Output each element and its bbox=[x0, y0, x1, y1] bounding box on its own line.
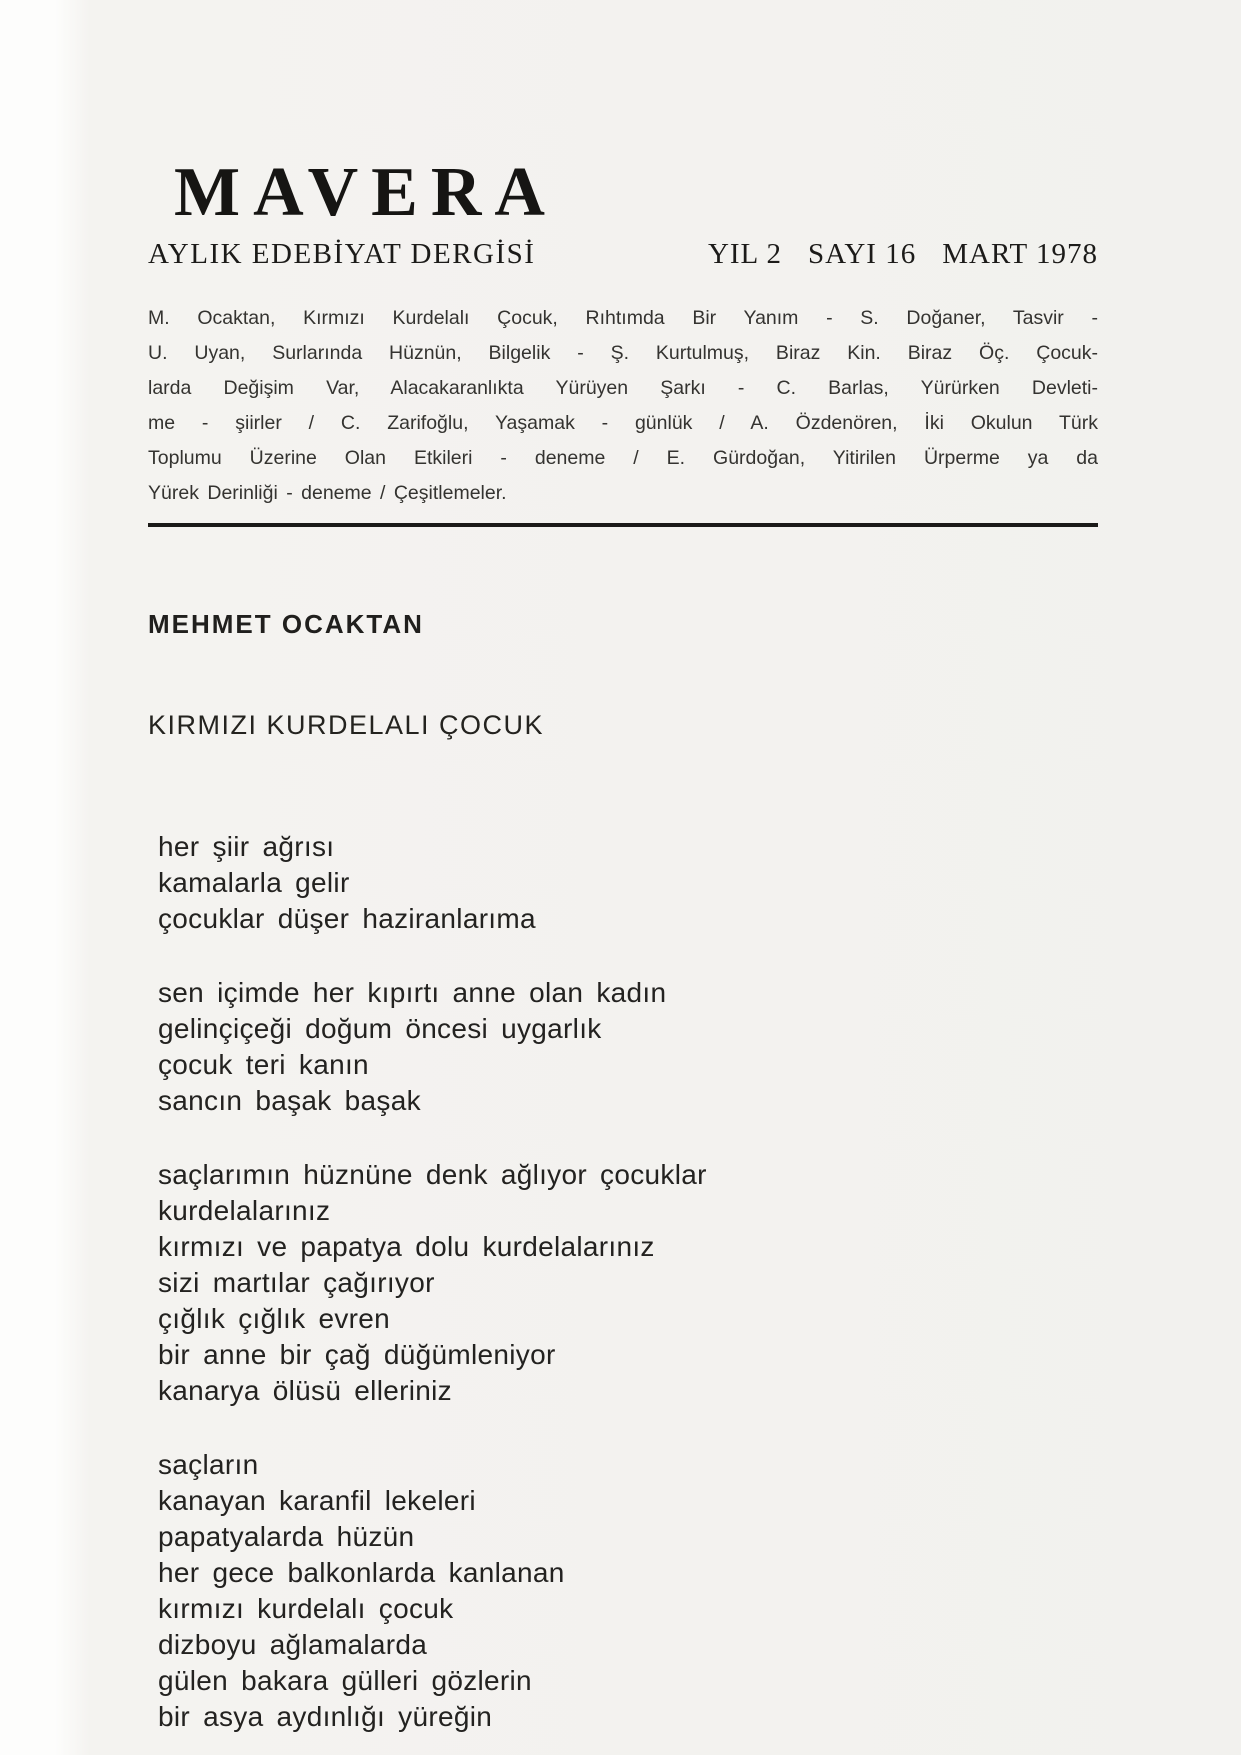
poem-line: her gece balkonlarda kanlanan bbox=[158, 1557, 565, 1588]
poem-line: kanayan karanfil lekeleri bbox=[158, 1485, 476, 1516]
issue-year: YIL 2 bbox=[707, 238, 782, 270]
poem-title: KIRMIZI KURDELALI ÇOCUK bbox=[148, 710, 545, 740]
magazine-logo: MAVERA bbox=[174, 154, 558, 231]
poem-line: gelinçiçeği doğum öncesi uygarlık bbox=[158, 1013, 602, 1044]
divider-rule bbox=[148, 523, 1098, 527]
masthead-row bbox=[148, 238, 1098, 271]
poem-line: çocuk teri kanın bbox=[158, 1049, 369, 1080]
poem-line: kırmızı kurdelalı çocuk bbox=[158, 1593, 454, 1624]
poem-line: kurdelalarınız bbox=[158, 1195, 331, 1226]
contents-line: Toplumu Üzerine Olan Etkileri - deneme / E. Gürdoğan, Yitirilen Ürperme ya da bbox=[148, 447, 1098, 469]
poem-line: kırmızı ve papatya dolu kurdelalarınız bbox=[158, 1231, 655, 1262]
contents-line: Yürek Derinliği - deneme / Çeşitlemeler. bbox=[148, 482, 507, 504]
poem-stanza bbox=[158, 1447, 1098, 1735]
issue-info bbox=[708, 238, 1098, 271]
poem-line: bir asya aydınlığı yüreğin bbox=[158, 1701, 493, 1732]
poem-line: papatyalarda hüzün bbox=[158, 1521, 415, 1552]
poem-line: çığlık çığlık evren bbox=[158, 1303, 391, 1334]
poem-line: sancın başak başak bbox=[158, 1085, 421, 1116]
poem-line: sen içimde her kıpırtı anne olan kadın bbox=[158, 977, 667, 1008]
poem-stanza bbox=[158, 1157, 1098, 1409]
poem-line: her şiir ağrısı bbox=[158, 831, 335, 862]
poem-line: saçların bbox=[158, 1449, 259, 1480]
poem-line: çocuklar düşer haziranlarıma bbox=[158, 903, 536, 934]
poem-line: bir anne bir çağ düğümleniyor bbox=[158, 1339, 556, 1370]
issue-number: SAYI 16 bbox=[807, 238, 917, 270]
magazine-subtitle: AYLIK EDEBİYAT DERGİSİ bbox=[148, 238, 536, 270]
contents-line: larda Değişim Var, Alacakaranlıkta Yürüyen Şarkı - C. Barlas, Yürürken Devleti- bbox=[148, 377, 1098, 399]
issue-contents bbox=[148, 301, 1098, 511]
poem-line: saçlarımın hüznüne denk ağlıyor çocuklar bbox=[158, 1159, 707, 1190]
author-name: MEHMET OCAKTAN bbox=[148, 609, 424, 639]
contents-line: U. Uyan, Surlarında Hüznün, Bilgelik - Ş. Kurtulmuş, Biraz Kin. Biraz Öç. Çocuk- bbox=[148, 342, 1098, 364]
poem-line: kanarya ölüsü elleriniz bbox=[158, 1375, 452, 1406]
contents-line: M. Ocaktan, Kırmızı Kurdelalı Çocuk, Rıhtımda Bir Yanım - S. Doğaner, Tasvir - bbox=[148, 307, 1098, 329]
poem-stanza bbox=[158, 829, 1098, 937]
issue-date: MART 1978 bbox=[942, 238, 1098, 270]
poem-line: gülen bakara gülleri gözlerin bbox=[158, 1665, 532, 1696]
poem-line: sizi martılar çağırıyor bbox=[158, 1267, 435, 1298]
masthead bbox=[148, 154, 1098, 271]
poem-stanza bbox=[158, 975, 1098, 1119]
poem-line: kamalarla gelir bbox=[158, 867, 350, 898]
poem-body bbox=[158, 829, 1098, 1735]
contents-line: me - şiirler / C. Zarifoğlu, Yaşamak - günlük / A. Özdenören, İki Okulun Türk bbox=[148, 412, 1098, 434]
poem-line: dizboyu ağlamalarda bbox=[158, 1629, 428, 1660]
